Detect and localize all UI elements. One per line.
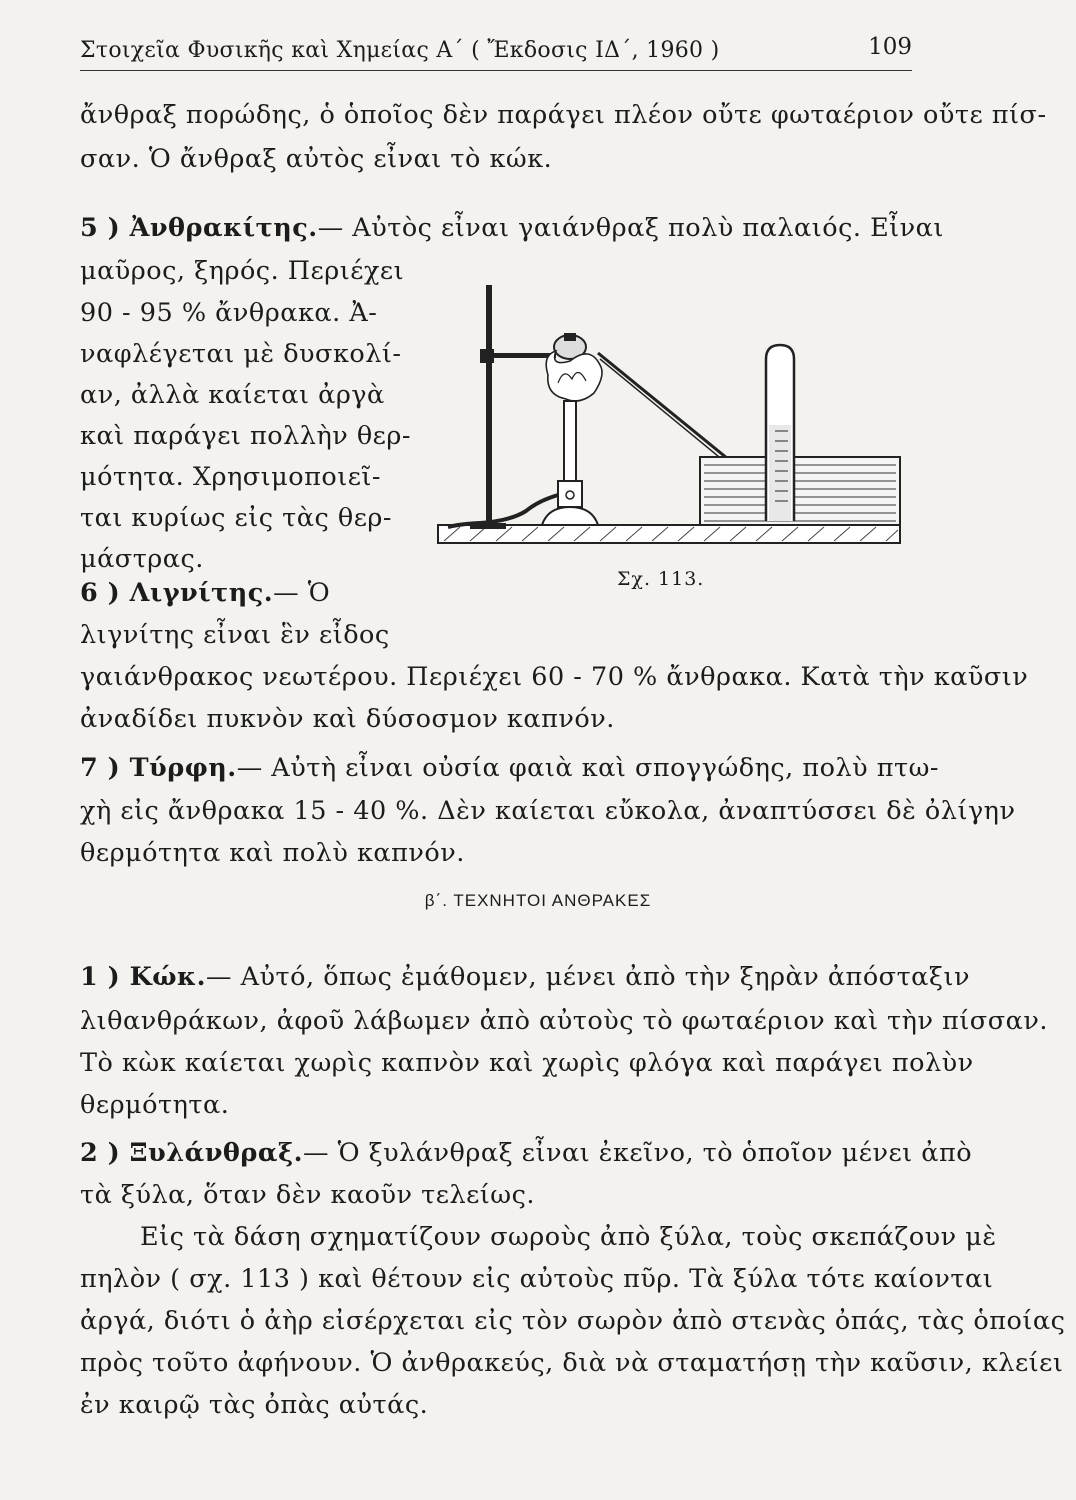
text-line: γαιάνθρακος νεωτέρου. Περιέχει 60 - 70 % ἄνθρακα. Κατὰ τὴν καῦσιν <box>80 662 1029 692</box>
text-span: — Αὐτὸς εἶναι γαιάνθραξ πολὺ παλαιός. Εἶναι <box>317 213 944 243</box>
base-board <box>438 525 900 543</box>
figure-113-apparatus <box>430 275 910 555</box>
tyrfi-first-line <box>80 753 940 783</box>
burner-base <box>542 507 598 525</box>
text-line: ναφλέγεται μὲ δυσκολί- <box>80 339 402 369</box>
text-line: λιγνίτης εἶναι ἓν εἶδος <box>80 620 390 650</box>
text-line: μότητα. Χρησιμοποιεῖ- <box>80 462 382 492</box>
text-line: χὴ εἰς ἄνθρακα 15 - 40 %. Δὲν καίεται εὔκολα, ἀναπτύσσει δὲ ὀλίγην <box>80 796 1016 826</box>
text-line: ἐν καιρῷ τὰς ὀπὰς αὐτάς. <box>80 1390 429 1420</box>
figure-caption: Σχ. 113. <box>617 568 705 590</box>
section-heading: β΄. ΤΕΧΝΗΤΟΙ ΑΝΘΡΑΚΕΣ <box>424 891 652 910</box>
text-line: καὶ παράγει πολλὴν θερ- <box>80 421 411 451</box>
text-line: πρὸς τοῦτο ἀφήνουν. Ὁ ἀνθρακεύς, διὰ νὰ σταματήσῃ τὴν καῦσιν, κλείει <box>80 1348 1064 1378</box>
text-span: — Ὁ ξυλάνθραξ εἶναι ἐκεῖνο, τὸ ὁποῖον μένει ἀπὸ <box>302 1138 973 1168</box>
text-line: ἀναδίδει πυκνὸν καὶ δύσοσμον καπνόν. <box>80 704 615 734</box>
text-line: ἄνθραξ πορώδης, ὁ ὁποῖος δὲν παράγει πλέον οὔτε φωταέριον οὔτε πίσ- <box>80 100 1047 130</box>
kok-first-line <box>80 962 970 992</box>
anthrakitis-first-line <box>80 213 944 243</box>
text-line: 90 - 95 % ἄνθρακα. Ἀ- <box>80 298 378 328</box>
xylanthrax-first-line <box>80 1138 973 1168</box>
text-line: μάστρας. <box>80 544 204 574</box>
text-line: πηλὸν ( σχ. 113 ) καὶ θέτουν εἰς αὐτοὺς πῦρ. Τὰ ξύλα τότε καίονται <box>80 1264 994 1294</box>
text-line: λιθανθράκων, ἀφοῦ λάβωμεν ἀπὸ αὐτοὺς τὸ φωταέριον καὶ τὴν πίσσαν. <box>80 1006 1048 1036</box>
text-line: αν, ἀλλὰ καίεται ἀργὰ <box>80 380 385 410</box>
stand-rod <box>486 285 492 527</box>
xylanthrax-heading: 2 ) Ξυλάνθραξ. <box>80 1138 303 1168</box>
water-trough <box>700 457 900 525</box>
running-header <box>80 30 912 71</box>
text-line: τὰ ξύλα, ὅταν δὲν καοῦν τελείως. <box>80 1180 535 1210</box>
gas-hose <box>448 495 558 527</box>
tyrfi-heading: 7 ) Τύρφη. <box>80 753 237 783</box>
kok-heading: 1 ) Κώκ. <box>80 962 206 992</box>
lignitis-first-line <box>80 578 330 608</box>
text-span: — Αὐτό, ὅπως ἐμάθομεν, μένει ἀπὸ τὴν ξηρὰν ἀπόσταξιν <box>206 962 970 992</box>
lignitis-heading: 6 ) Λιγνίτης. <box>80 578 274 608</box>
text-line: ται κυρίως εἰς τὰς θερ- <box>80 503 393 533</box>
text-line: σαν. Ὁ ἄνθραξ αὐτὸς εἶναι τὸ κώκ. <box>80 144 553 174</box>
text-line: θερμότητα καὶ πολὺ καπνόν. <box>80 838 465 868</box>
page-number: 109 <box>868 34 912 60</box>
text-line: Τὸ κὼκ καίεται χωρὶς καπνὸν καὶ χωρὶς φλόγα καὶ παράγει πολὺν <box>80 1048 974 1078</box>
clamp-arm <box>486 353 556 358</box>
text-line: Εἰς τὰ δάση σχηματίζουν σωροὺς ἀπὸ ξύλα, τοὺς σκεπάζουν μὲ <box>140 1222 997 1252</box>
text-span: — Ὁ <box>273 578 331 608</box>
text-span: — Αὐτὴ εἶναι οὐσία φαιὰ καὶ σπογγώδης, πολὺ πτω- <box>236 753 940 783</box>
text-line: μαῦρος, ξηρός. Περιέχει <box>80 256 405 286</box>
text-line: θερμότητα. <box>80 1090 230 1120</box>
anthrakitis-heading: 5 ) Ἀνθρακίτης. <box>80 213 318 243</box>
text-line: ἀργά, διότι ὁ ἀὴρ εἰσέρχεται εἰς τὸν σωρὸν ἀπὸ στενὰς ὀπάς, τὰς ὁποίας <box>80 1306 1066 1336</box>
header-title: Στοιχεῖα Φυσικῆς καὶ Χημείας Α΄ ( Ἔκδοσις ΙΔ΄, 1960 ) <box>80 38 720 63</box>
